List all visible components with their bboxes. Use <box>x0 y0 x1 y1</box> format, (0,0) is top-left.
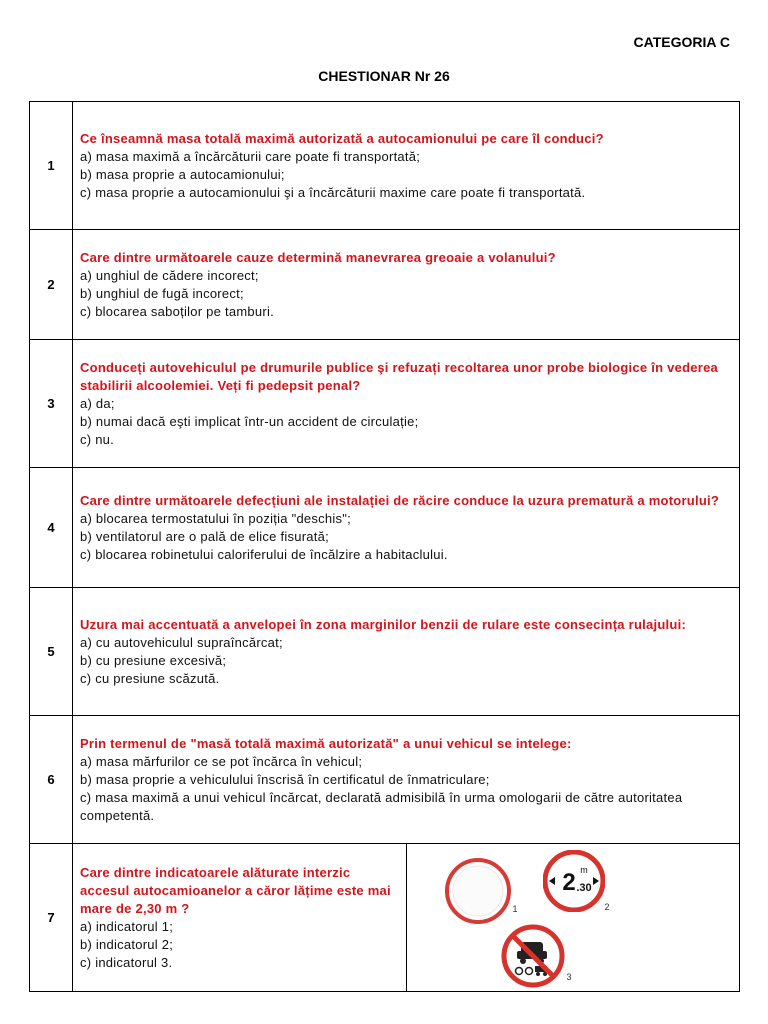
question-number: 7 <box>30 844 73 992</box>
sign-label: 2 <box>604 902 610 912</box>
answer-option: b) masa proprie a autocamionului; <box>80 166 285 182</box>
sign-label: 1 <box>512 904 518 914</box>
traffic-signs-cell <box>406 844 740 992</box>
category-label: CATEGORIA C <box>633 34 730 50</box>
answer-option: c) blocarea saboților pe tamburi. <box>80 303 274 319</box>
answer-option: b) unghiul de fugă incorect; <box>80 285 244 301</box>
sign-2-decimals: .30 <box>575 882 592 894</box>
question-cell <box>73 102 740 230</box>
question-cell <box>73 340 740 468</box>
question-cell <box>73 468 740 588</box>
answer-option: b) numai dacă eşti implicat într-un accident de circulație; <box>80 413 419 429</box>
question-row <box>30 468 740 588</box>
answer-option: c) masa maximă a unui vehicul încărcat, declarată admisibilă în urma omologarii de către autoritatea competentă. <box>80 789 683 823</box>
question-row <box>30 102 740 230</box>
question-row <box>30 340 740 468</box>
answer-option: a) cu autovehiculul supraîncărcat; <box>80 634 283 650</box>
answer-option: a) masa maximă a încărcăturii care poate fi transportată; <box>80 148 421 164</box>
page-title: CHESTIONAR Nr 26 <box>318 68 450 84</box>
question-text: Prin termenul de "masă totală maximă autorizată" a unui vehicul se intelege: <box>80 735 572 751</box>
sign-2-value: 2 <box>561 869 576 896</box>
no-vehicles-sign-icon <box>445 858 511 924</box>
answer-option: c) nu. <box>80 431 115 447</box>
question-text: Care dintre următoarele cauze determină manevrarea greoaie a volanului? <box>80 249 556 265</box>
question-text: Conduceți autovehiculul pe drumurile publice şi refuzați recoltarea unor probe biologice în vederea stabilirii alcoolemiei. Veți fi pedepsit penal? <box>80 359 719 393</box>
traffic-signs-figure <box>407 844 643 991</box>
question-number: 3 <box>30 340 73 468</box>
question-number: 4 <box>30 468 73 588</box>
question-number: 5 <box>30 588 73 716</box>
answer-option: a) blocarea termostatului în poziția "deschis"; <box>80 510 351 526</box>
question-row <box>30 844 740 992</box>
answer-option: b) cu presiune excesivă; <box>80 652 227 668</box>
answer-option: a) unghiul de cădere incorect; <box>80 267 259 283</box>
answer-option: b) masa proprie a vehiculului înscrisă în certificatul de înmatriculare; <box>80 771 490 787</box>
question-row <box>30 588 740 716</box>
no-motor-vehicles-sign-icon <box>501 924 565 988</box>
question-text: Care dintre următoarele defecțiuni ale instalației de răcire conduce la uzura prematură a motorului? <box>80 492 720 508</box>
question-number: 6 <box>30 716 73 844</box>
answer-option: c) indicatorul 3. <box>80 954 173 970</box>
question-text: Care dintre indicatoarele alăturate interzic accesul autocamioanelor a căror lățime este mai mare de 2,30 m ? <box>80 864 391 916</box>
answer-option: c) masa proprie a autocamionului şi a încărcăturii maxime care poate fi transportată. <box>80 184 586 200</box>
question-row <box>30 716 740 844</box>
sign-2-unit: m <box>579 865 588 875</box>
sign-label: 3 <box>566 972 572 982</box>
question-cell <box>73 230 740 340</box>
answer-option: c) cu presiune scăzută. <box>80 670 220 686</box>
answer-option: b) indicatorul 2; <box>80 936 174 952</box>
answer-option: a) da; <box>80 395 115 411</box>
question-cell <box>73 588 740 716</box>
question-cell <box>73 844 407 992</box>
questionnaire-table <box>29 101 740 992</box>
answer-option: a) indicatorul 1; <box>80 918 174 934</box>
answer-option: a) masa mărfurilor ce se pot încărca în vehicul; <box>80 753 363 769</box>
question-text: Uzura mai accentuată a anvelopei în zona marginilor benzii de rulare este consecința rulajului: <box>80 616 687 632</box>
question-cell <box>73 716 740 844</box>
question-number: 2 <box>30 230 73 340</box>
answer-option: c) blocarea robinetului caloriferului de încălzire a habitaclului. <box>80 546 448 562</box>
answer-option: b) ventilatorul are o pală de elice fisurată; <box>80 528 329 544</box>
width-limit-sign-icon <box>543 850 605 912</box>
question-text: Ce înseamnă masa totală maximă autorizată a autocamionului pe care îl conduci? <box>80 130 604 146</box>
question-row <box>30 230 740 340</box>
question-number: 1 <box>30 102 73 230</box>
